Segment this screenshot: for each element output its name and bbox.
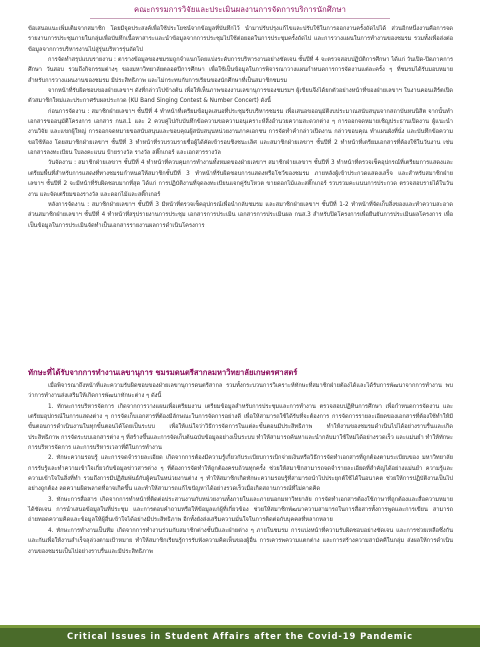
body-section-2 (28, 381, 453, 557)
list-item: 4. ทักษะการทำงานเป็นทีม เกิดจากการทำงานร่วมกับสมาชิกต่างชั้นปีและฝ่ายต่าง ๆ ภายในชมรม การแบ่งหน้าที่ความรับผิดชอบอย่างชัดเจน และการช่วยเหลือซึ่งกันและกันเพื่อให้งานสำเร็จลุล่วงตามเป้าหมาย ทำให้สมาชิกเรียนรู้การรับฟังความคิดเห็นของผู้อื่น การเคารพความแตกต่าง และการสร้างความสามัคคีในกลุ่ม ส่งผลให้การดำเนินงานของชมรมเป็นไปอย่างราบรื่นและมีประสิทธิภาพ (28, 527, 453, 555)
paragraph: ก่อนการจัดงาน : สมาชิกฝ่ายเลขาฯ ชั้นปีที่ 4 ทำหน้าที่เตรียมข้อมูลเสนอที่ประชุมรับบริหารชมรม เพื่อเสนอขออนุมัติงบประมาณสนับสนุนจากสถาบันหนนิสิต จากนั้นทำเอกสารขออนุมัติโครงการ เอกสาร กนส.1 และ 2 ควบคู่ไปกับบันทึกข้อความขอความอนุเคราะห์สิ่งอำนวยความสะดวกต่าง ๆ การออกจดหมายเชิญประธานเปิดงาน ผู้แนะนำงานวิจัย และแขกผู้ใหญ่ การออกจดหมายขอสนับสนุนและขอบคุณผู้สนับสนุนหน่วยงานภาคเอกชน การจัดทำคำกล่าวเปิดงาน กล่าวขอบคุณ ทำแผนผังที่นั่ง และบันทึกข้อความขอใช้ห้อง โดยสมาชิกฝ่ายเลขาฯ ชั้นปีที่ 3 ทำหน้าที่รวบรวมรายชื่อผู้ได้คัดเข้ารอบชิงชนะเลิศ และสมาชิกฝ่ายเลขาฯ ชั้นปีที่ 2 ทำหน้าที่เตรียมเอกสารที่ต้องใช้ในวันงาน เช่น เอกสารลงทะเบียน ใบลงคะแนน ป้ายรางวัล รางวัล สติ๊กเกอร์ และเอกสารรางวัล (28, 108, 453, 157)
section-heading: ทักษะที่ได้รับจากการทำงานเลขานุการ ชมรมดนตรีสากลมหาวิทยาลัยเกษตรศาสตร์ (28, 368, 298, 377)
body-section-1 (28, 24, 453, 231)
footer-band (0, 625, 480, 647)
footer-title: Critical Issues in Student Affairs after the Covid-19 Pandemic (66, 631, 414, 641)
paragraph: วันจัดงาน : สมาชิกฝ่ายเลขาฯ ชั้นปีที่ 4 ทำหน้าที่ควบคุมการทำงานทั้งหมดของฝ่ายเลขาฯ สมาชิกฝ่ายเลขาฯ ชั้นปีที่ 3 ทำหน้าที่ตรวจเช็คอุปกรณ์ที่เตรียมการแสดงและเตรียมพื้นที่สำหรับการแสดงที่ทางชมรมกำหนดให้สมาชิกชั้นปีที่ 3 ทำหน้าที่รับผิดชอบการแสดงหรือโชว์ของชมรม ภายหลังผู้เข้าประกวดแสดงเสร็จ และสำหรับสมาชิกฝ่ายเลขาฯ ชั้นปีที่ 2 จะมีหน้าที่รับผิดชอบมากที่สุด ได้แก่ การปฏิบัติงานที่จุดลงทะเบียนแจกคู่รับโหวต ขายดอกไม้และสติ๊กเกอร์ รวบรวมคะแนนการประกวด ตรวจสอบรายได้ในวันงาน และจัดเตรียมของรางวัล และดอกไม้และสติ๊กเกอร์ (28, 160, 453, 198)
list-item: 3. ทักษะการสื่อสาร เกิดจากการทำหน้าที่ติดต่อประสานงานกับหน่วยงานทั้งภายในและภายนอกมหาวิทยาลัย การจัดทำเอกสารต้องใช้ภาษาที่ถูกต้องและสื่อความหมายได้ชัดเจน การนำเสนอข้อมูลในที่ประชุม และการตอบคำถามหรือให้ข้อมูลแก่ผู้ที่เกี่ยวข้อง ช่วยให้สมาชิกพัฒนาความสามารถในการสื่อสารทั้งการพูดและการเขียน สามารถถ่ายทอดความคิดและข้อมูลให้ผู้อื่นเข้าใจได้อย่างมีประสิทธิภาพ อีกทั้งยังส่งเสริมความมั่นใจในการติดต่อกับบุคคลที่หลากหลาย (28, 496, 453, 524)
paragraph: หลังการจัดงาน : สมาชิกฝ่ายเลขาฯ ชั้นปีที่ 3 มีหน้าที่ตรวจเช็คอุปกรณ์เพื่อนำกลับชมรม และสมาชิกฝ่ายเลขาฯ ชั้นปีที่ 1-2 ทำหน้าที่จัดเก็บสิ่งของและทำความสะอาด ส่วนสมาชิกฝ่ายเลขาฯ ชั้นปีที่ 4 ทำหน้าที่สรุปรายงานการประชุม เอกสารการประเมิน เอกสารการประเมินผล กนส.3 สำหรับปิดโครงการเพื่อยืนยันการประเมินผลโครงการ เพื่อเป็นข้อมูลในการประเมินจัดทำเป็นเอกสารรายงานผลการดำเนินโครงการ (28, 201, 453, 229)
paragraph: การจัดทำสรุปแบบรายงาน : ตารางข้อมูลของชมรมถูกจำแนกโดยแบ่งระดับการบริหารงานอย่างชัดเจน ชั้นปีที่ 4 จะตรวจสอบปฏิบัติการศึกษา ได้แก่ วันเปิด-ปิดภาคการศึกษา วันสอบ รวมถึงกิจกรรมต่างๆ ของมหาวิทยาลัยตลอดปีการศึกษา เพื่อใช้เป็นข้อมูลในการพิจารณาวางแผนกำหนดการการจัดงานแต่ละครั้ง ๆ ที่ชมรมได้รับมอบหมาย สำหรับการวางแผนงานของชมรม มีประสิทธิภาพ และไม่กระทบกับการเรียนของนักศึกษาที่เป็นสมาชิกชมรม (28, 57, 453, 84)
paragraph: ข้อเสนอแนะเพิ่มเติมจากสมาชิก โดยมีจุดประสงค์เพื่อใช้ประโยชน์จากข้อมูลที่บันทึกไว้ นำมาปรับปรุงแก้ไขและปรับใช้ในการออกงานครั้งถัดไปได้ ส่วนอีกหนึ่งงานคือการจดรายงานการประชุมภายในกลุ่มเพื่อบันทึกเนื้อหาสาระและนำข้อมูลจากการประชุมไปใช้ต่อยอดในการประชุมครั้งถัดไป และการวางแผนในการทำงานของชมรม รวมทั้งเพื่อส่งต่อข้อมูลจากการบริหารงานไปสู่รุ่นบริหารรุ่นถัดไป (28, 26, 453, 53)
running-head: คณะกรรมการวิจัยและประเมินผลงานการจัดการบริการนักศึกษา (0, 4, 480, 19)
list-item: 1. ทักษะการบริหารจัดการ เกิดจากการวางแผนเพื่อเตรียมงาน เตรียมข้อมูลสำหรับการประชุมและการทำงาน ตรวจสอบปฏิทินการศึกษา เพื่อกำหนดการจัดงาน และเตรียมอุปกรณ์ในการแสดงต่าง ๆ การจัดเก็บเอกสารที่ต้องมีลักษณะในการจัดการอย่างดี เพื่อให้สามารถใช้ได้รับที่จะต้องการ การจัดการรายละเอียดของเอกสารที่ต้องใช้ทำให้มีขั้นตอนการดำเนินงานในทุกขั้นตอนได้โดยเป็นระบบ เพื่อให้แน่ใจว่าวิธีการจัดการในแต่ละขั้นตอนมีประสิทธิภาพ ทำให้งานของชมรมดำเนินไปได้อย่างราบรื่นและเกิดประสิทธิภาพ การจัดระบบเอกสารต่าง ๆ ที่สร้างขึ้นและการจัดเก็บต้นฉบับข้อมูลอย่างเป็นระบบ ทำให้สามารถค้นหาและนำกลับมาใช้ใหม่ได้อย่างรวดเร็ว และแม่นยำ ทำให้ทักษะการบริหารจัดการ และการบริหารเวลาที่ดีในการทำงาน (28, 403, 453, 452)
paragraph: เมื่อพิจารณาถึงหน้าที่และความรับผิดชอบของฝ่ายเลขานุการดนตรีสากล รวมทั้งกระบวนการวิเคราะห์ทักษะที่สมาชิกฝ่ายต้องได้และได้รับการพัฒนาจากการทำงาน พบว่าการทำงานส่งเสริมให้เกิดการพัฒนาทักษะต่าง ๆ ดังนี้ (28, 383, 453, 400)
list-item: 2. ทักษะความรอบรู้ และการจดจำรายละเอียด เกิดจากการต้องมีความรู้เกี่ยวกับระเบียบการเบิกจ่ายเงินหรือวิธีการจัดทำเอกสารที่ถูกต้องตามระเบียบของ มหาวิทยาลัย การรับรู้และทำความเข้าใจเกี่ยวกับข้อมูลข่าวสารต่าง ๆ ที่ต้องการจัดทำให้ถูกต้องครบถ้วนทุกครั้ง ช่วยให้สมาชิกสามารถจดจำรายละเอียดที่สำคัญได้อย่างแม่นยำ ความรู้และความเข้าใจในสิ่งที่ทำ รวมถึงการมีปฏิสัมพันธ์กับผู้คนในหน่วยงานต่าง ๆ ทำให้สมาชิกเกิดทักษะความรอบรู้ที่สามารถนำไปประยุกต์ใช้ได้ในอนาคต ช่วยให้การปฏิบัติงานเป็นไปอย่างถูกต้อง ลดความผิดพลาดที่อาจเกิดขึ้น และทำให้สามารถแก้ไขปัญหาได้อย่างรวดเร็วเมื่อเกิดสถานการณ์ที่ไม่คาดคิด (28, 455, 453, 493)
paragraph: จากหน้าที่รับผิดชอบของฝ่ายเลขาฯ ดังที่กล่าวไปข้างต้น เพื่อให้เห็นภาพของงานเลขานุการของชมรมฯ ผู้เขียนจึงได้ยกตัวอย่างหน้าที่ของฝ่ายเลขาฯ ในงานคอนเสิร์ตเปิดตัวสมาชิกใหม่และประกาศรับผลประกวด (KU Band Singing Contest & Number Concert) ดังนี้ (28, 88, 453, 105)
